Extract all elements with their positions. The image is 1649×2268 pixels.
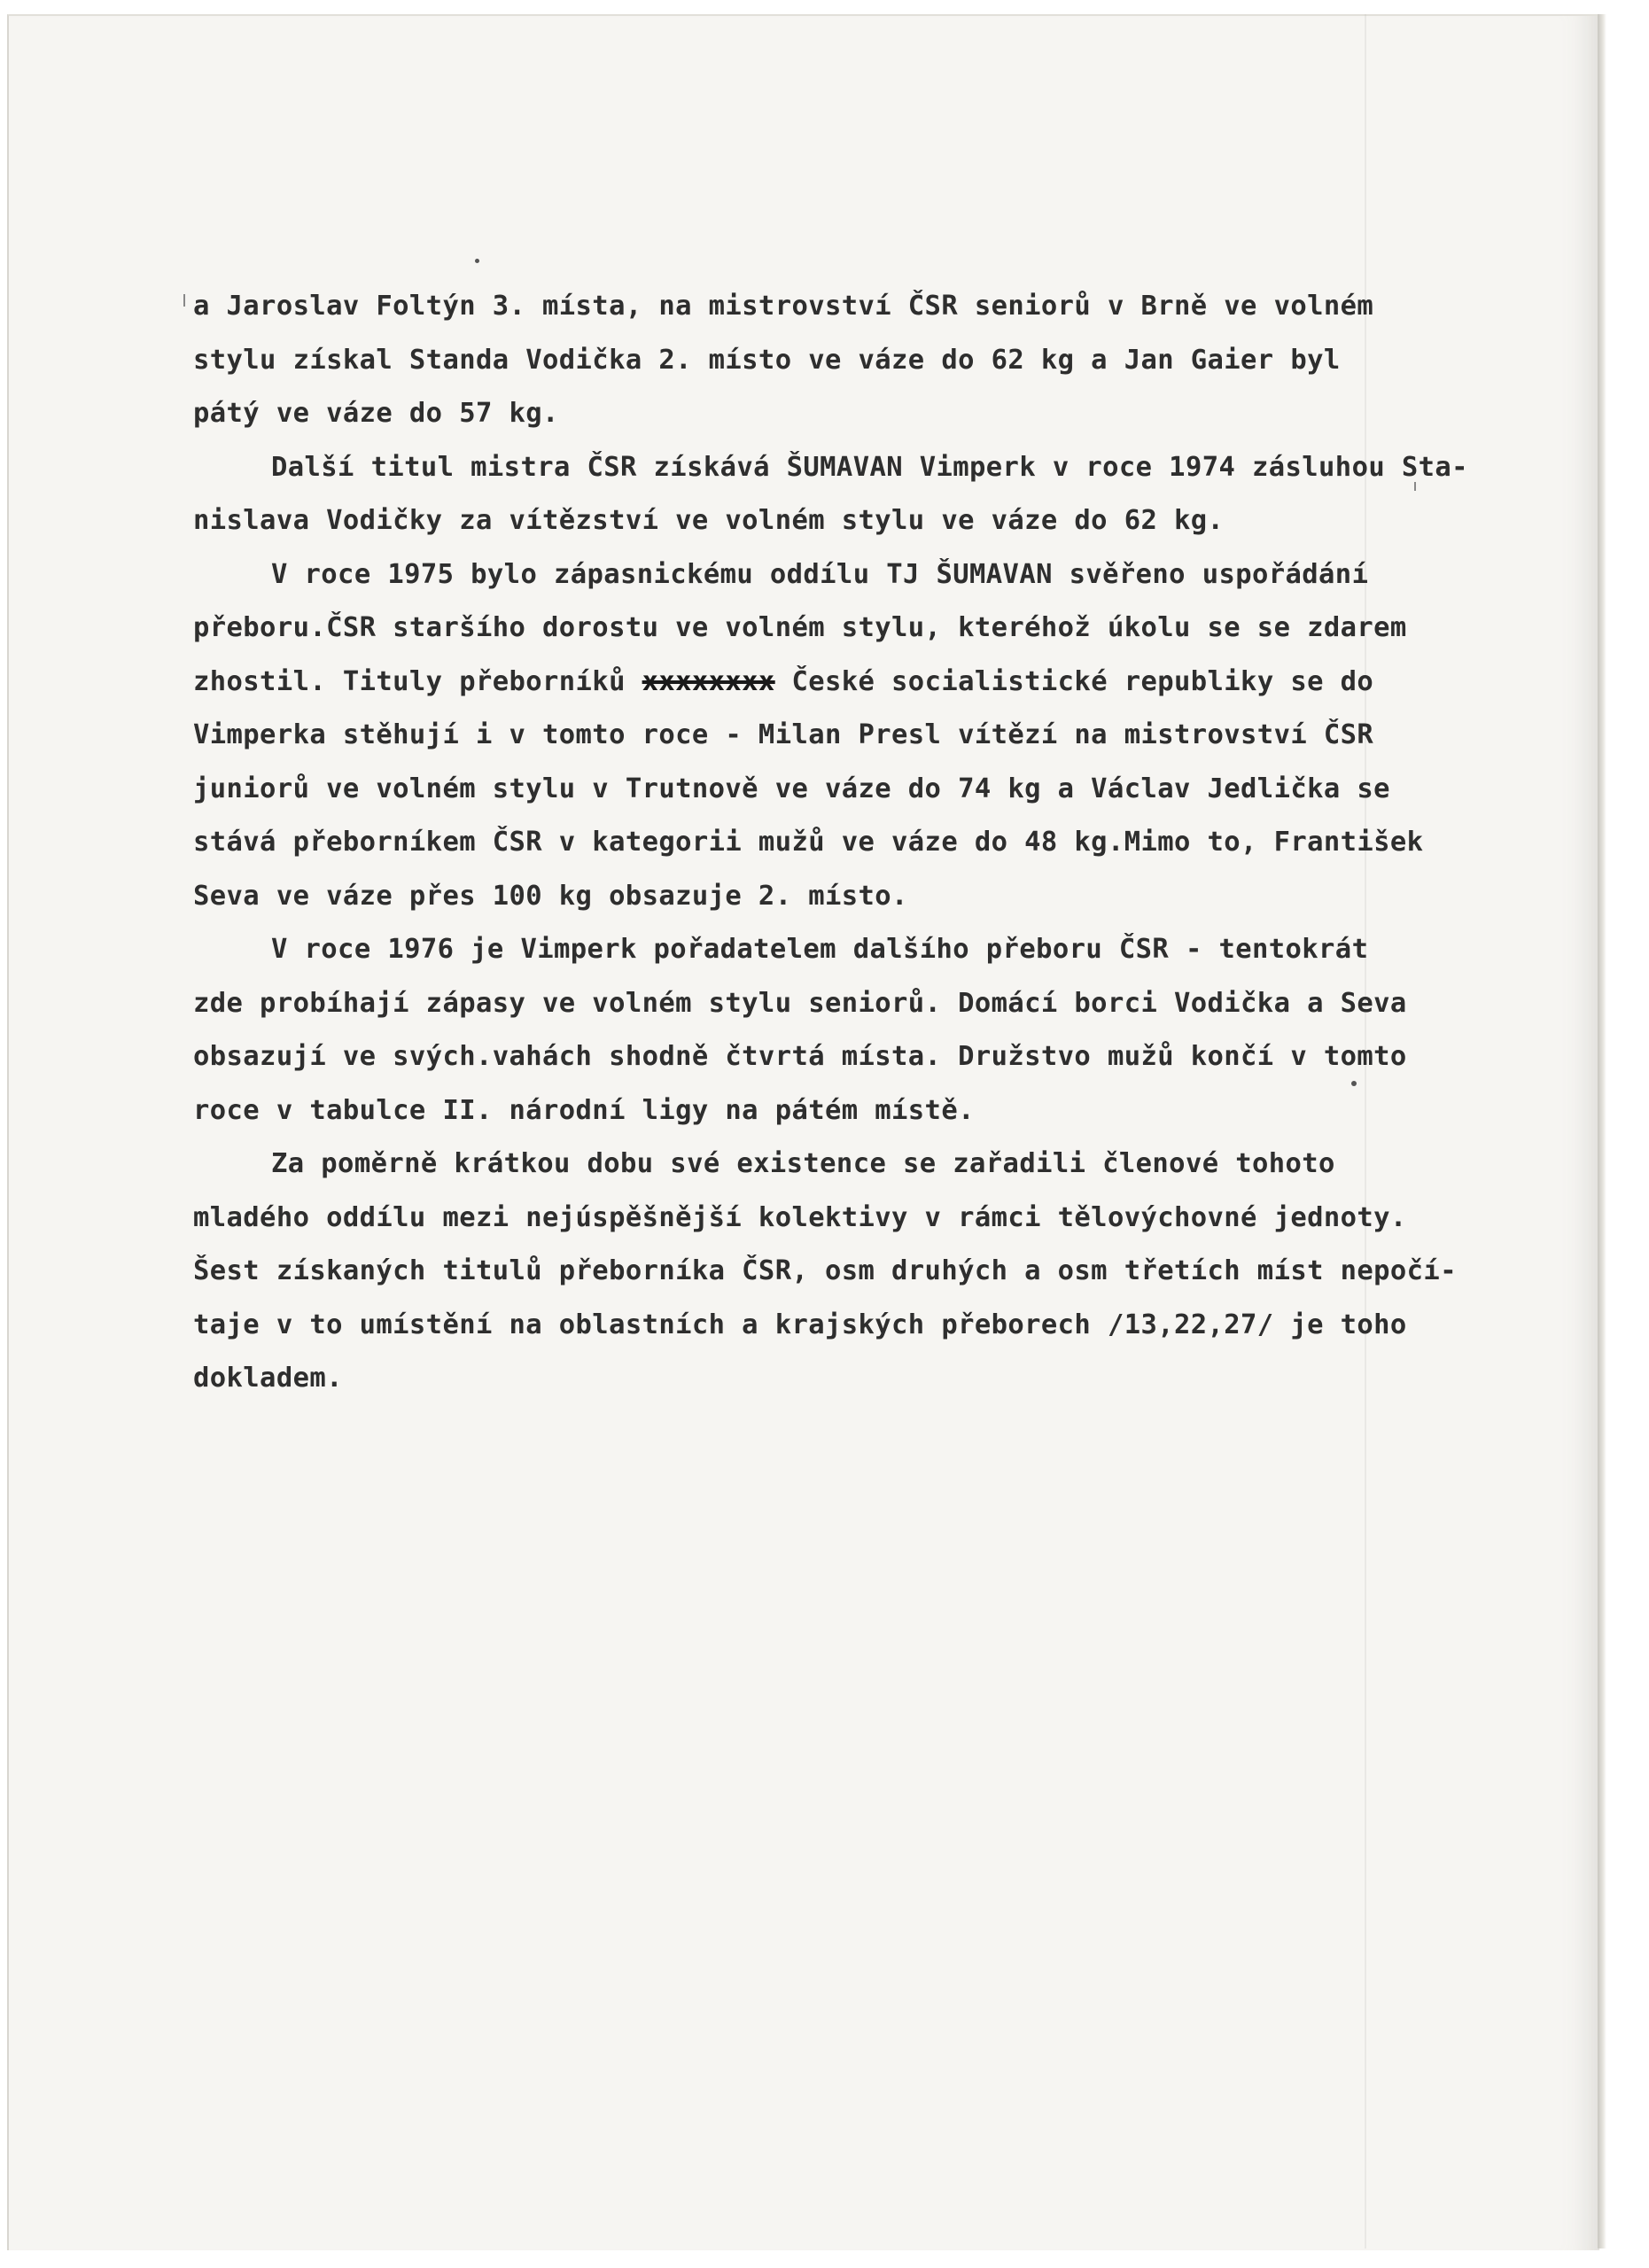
text-line: stylu získal Standa Vodička 2. místo ve váze do 62 kg a Jan Gaier byl <box>193 344 1341 376</box>
text-line: V roce 1976 je Vimperk pořadatelem dalšího přeboru ČSR - tentokrát <box>271 934 1369 965</box>
text-line: a Jaroslav Foltýn 3. místa, na mistrovství ČSR seniorů v Brně ve volném <box>193 291 1374 322</box>
paper-edge-shadow <box>1598 14 1606 2249</box>
text-line: juniorů ve volném stylu v Trutnově ve váze do 74 kg a Václav Jedlička se <box>193 773 1390 804</box>
text-line: přeboru.ČSR staršího dorostu ve volném stylu, kteréhož úkolu se se zdarem <box>193 612 1407 643</box>
text-line: nislava Vodičky za vítězství ve volném stylu ve váze do 62 kg. <box>193 505 1225 536</box>
text-line: mladého oddílu mezi nejúspěšnější kolektivy v rámci tělovýchovné jednoty. <box>193 1201 1407 1233</box>
text-line: stává přeborníkem ČSR v kategorii mužů ve váze do 48 kg.Mimo to, František <box>193 827 1424 858</box>
text-segment: České socialistické republiky se do <box>774 665 1374 697</box>
text-segment: zhostil. Tituly přeborníků <box>193 665 642 697</box>
text-line: roce v tabulce II. národní ligy na pátém místě. <box>193 1094 975 1126</box>
typewritten-text <box>193 280 1468 1406</box>
stray-ink-mark <box>183 294 185 307</box>
struck-out-word: xxxxxxxx <box>642 665 775 697</box>
text-line: V roce 1975 bylo zápasnickému oddílu TJ ŠUMAVAN svěřeno uspořádání <box>271 558 1369 590</box>
stray-ink-dot <box>475 259 479 263</box>
text-line: Za poměrně krátkou dobu své existence se zařadili členové tohoto <box>271 1148 1335 1179</box>
text-line: Seva ve váze přes 100 kg obsazuje 2. místo. <box>193 880 908 912</box>
text-line <box>193 656 1416 710</box>
text-line: pátý ve váze do 57 kg. <box>193 398 559 429</box>
text-line: Vimperka stěhují i v tomto roce - Milan Presl vítězí na mistrovství ČSR <box>193 719 1374 750</box>
text-line: Další titul mistra ČSR získává ŠUMAVAN Vimperk v roce 1974 zásluhou Sta- <box>271 451 1468 483</box>
text-line: zde probíhají zápasy ve volném stylu seniorů. Domácí borci Vodička a Seva <box>193 987 1407 1019</box>
text-line: obsazují ve svých.vahách shodně čtvrtá místa. Družstvo mužů končí v tomto <box>193 1041 1407 1072</box>
text-line: taje v to umístění na oblastních a krajských přeborech /13,22,27/ je toho <box>193 1309 1407 1340</box>
text-line: dokladem. <box>193 1363 343 1394</box>
text-line: Šest získaných titulů přeborníka ČSR, osm druhých a osm třetích míst nepočí- <box>193 1255 1457 1286</box>
